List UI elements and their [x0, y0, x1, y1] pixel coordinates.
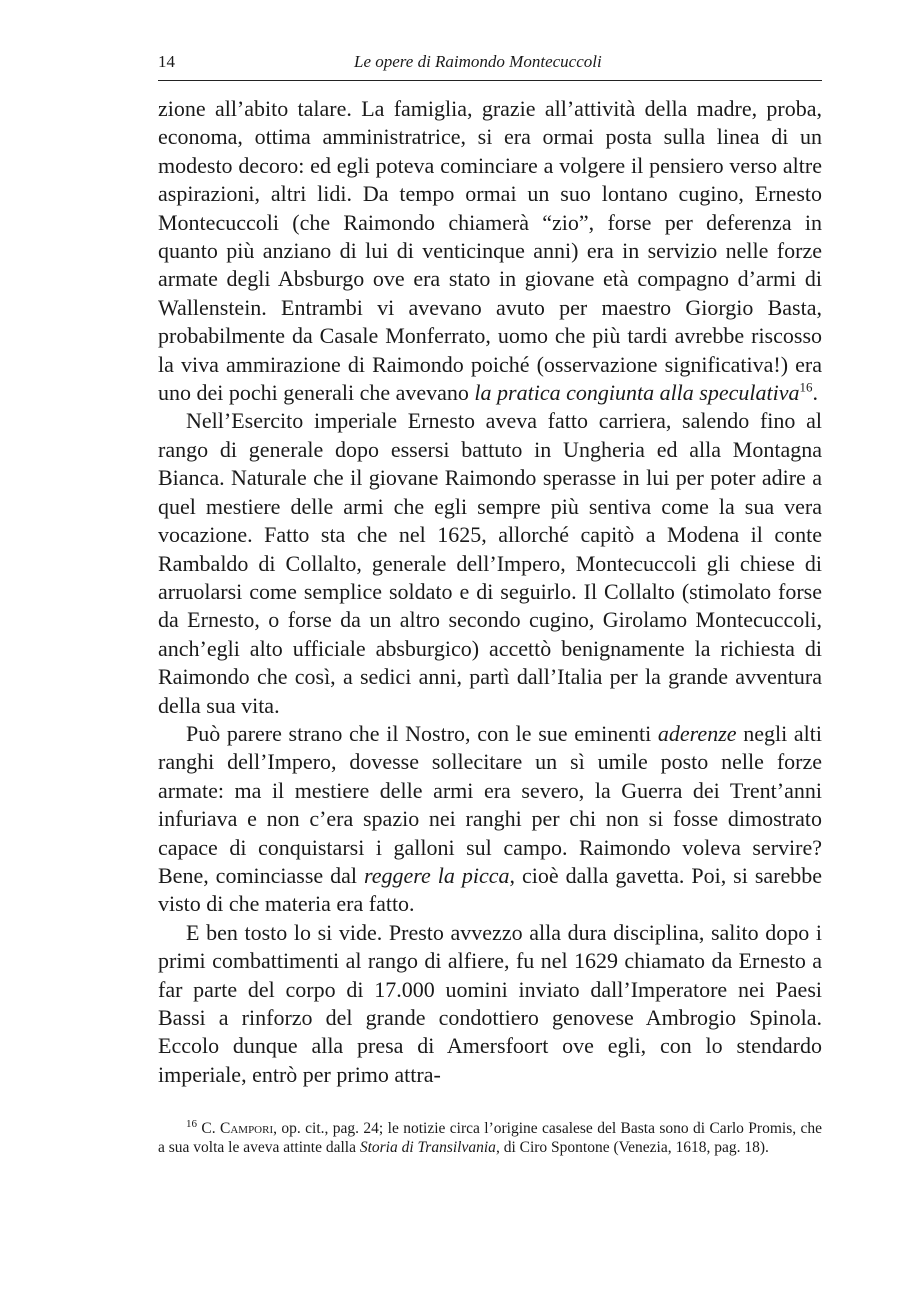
footnote-italic-run: Storia di Transilvania: [359, 1139, 496, 1157]
footnote-text-run: , di Ciro Spontone (Venezia, 1618, pag. 18).: [495, 1139, 769, 1157]
paragraph-1-text-run: .: [812, 380, 818, 406]
footnote-small-caps-run: Campori: [220, 1120, 274, 1138]
footnote-text-run: , op. cit., pag. 24; le notizie circa l’origine casalese del Basta sono di Carlo Promis, che a sua volta le aveva attinte dalla: [158, 1120, 822, 1157]
paragraph-3-text-run: Può parere strano che il Nostro, con le sue eminenti: [186, 720, 658, 746]
paragraph-3-text-run: negli alti ranghi dell’Impero, dovesse sollecitare un sì umile posto nelle forze armate: ma il mestiere delle armi era severo, la Guerra dei Trent’anni infuriava e non c’era spazio nei ranghi per chi non si fosse dimostrato capace di conquistarsi i galloni sul campo. Raimondo voleva servire? Bene, cominciasse dal: [158, 720, 822, 888]
paragraph-1-footnote-ref: 16: [799, 379, 813, 395]
paragraph-1-italic-run: la pratica congiunta alla speculativa: [474, 380, 800, 406]
paragraph-1-text-run: zione all’abito talare. La famiglia, grazie all’attività della madre, proba, economa, ottima amministratrice, si era ormai posta sulla linea di un modesto decoro: ed egli poteva cominciare a volgere il pensiero verso altre aspirazioni, altri lidi. Da tempo ormai un suo lontano cugino, Ernesto Montecuccoli (che Raimondo chiamerà “zio”, forse per deferenza in quanto più anziano di lui di venticinque anni) era in servizio nelle forze armate degli Absburgo ove era stato in giovane età compagno d’armi di Wallenstein. Entrambi vi avevano avuto per maestro Giorgio Basta, probabilmente da Casale Monferrato, uomo che più tardi avrebbe riscosso la viva ammirazione di Raimondo poiché (osservazione significativa!) era uno dei pochi generali che avevano: [158, 96, 822, 406]
paragraph-4: [158, 919, 822, 1089]
page-number: 14: [158, 52, 175, 71]
running-title: Le opere di Raimondo Montecuccoli: [354, 52, 602, 71]
paragraph-2-text-run: Nell’Esercito imperiale Ernesto aveva fatto carriera, salendo fino al rango di generale dopo essersi battuto in Ungheria ed alla Montagna Bianca. Naturale che il giovane Raimondo sperasse in lui per poter adire a quel mestiere delle armi che egli sempre più sentiva come la sua vera vocazione. Fatto sta che nel 1625, allorché capitò a Modena il conte Rambaldo di Collalto, generale dell’Impero, Montecuccoli gli chiese di arruolarsi come semplice soldato e di seguirlo. Il Collalto (stimolato forse da Ernesto, o forse da un altro secondo cugino, Girolamo Montecuccoli, anch’egli alto ufficiale absburgico) accettò benignamente la richiesta di Raimondo che così, a sedici anni, partì dall’Italia per la grande avventura della sua vita.: [158, 408, 822, 718]
paragraph-3-italic-run: reggere la picca: [364, 862, 510, 888]
paragraph-4-text-run: E ben tosto lo si vide. Presto avvezzo alla dura disciplina, salito dopo i primi combattimenti al rango di alfiere, fu nel 1629 chiamato da Ernesto a far parte del corpo di 17.000 uomini inviato dall’Imperatore nei Paesi Bassi a rinforzo del grande condottiero genovese Ambrogio Spinola. Eccolo dunque alla presa di Amersfoort ove egli, con lo stendardo imperiale, entrò per primo attra-: [158, 919, 822, 1087]
page-header: [158, 52, 822, 81]
footnote-number: 16: [186, 1118, 197, 1131]
body-text: [158, 95, 822, 1089]
paragraph-1: [158, 95, 822, 407]
paragraph-3-italic-run: aderenze: [657, 720, 737, 746]
footnote-16: [158, 1119, 822, 1157]
footnote-text: [158, 1120, 822, 1156]
paragraph-3: [158, 720, 822, 919]
book-page: [158, 52, 822, 1157]
paragraph-3-text-run: , cioè dalla gavetta. Poi, si sarebbe visto di che materia era fatto.: [158, 862, 822, 917]
footnote-text-run: C.: [197, 1120, 220, 1138]
paragraph-2: [158, 407, 822, 719]
